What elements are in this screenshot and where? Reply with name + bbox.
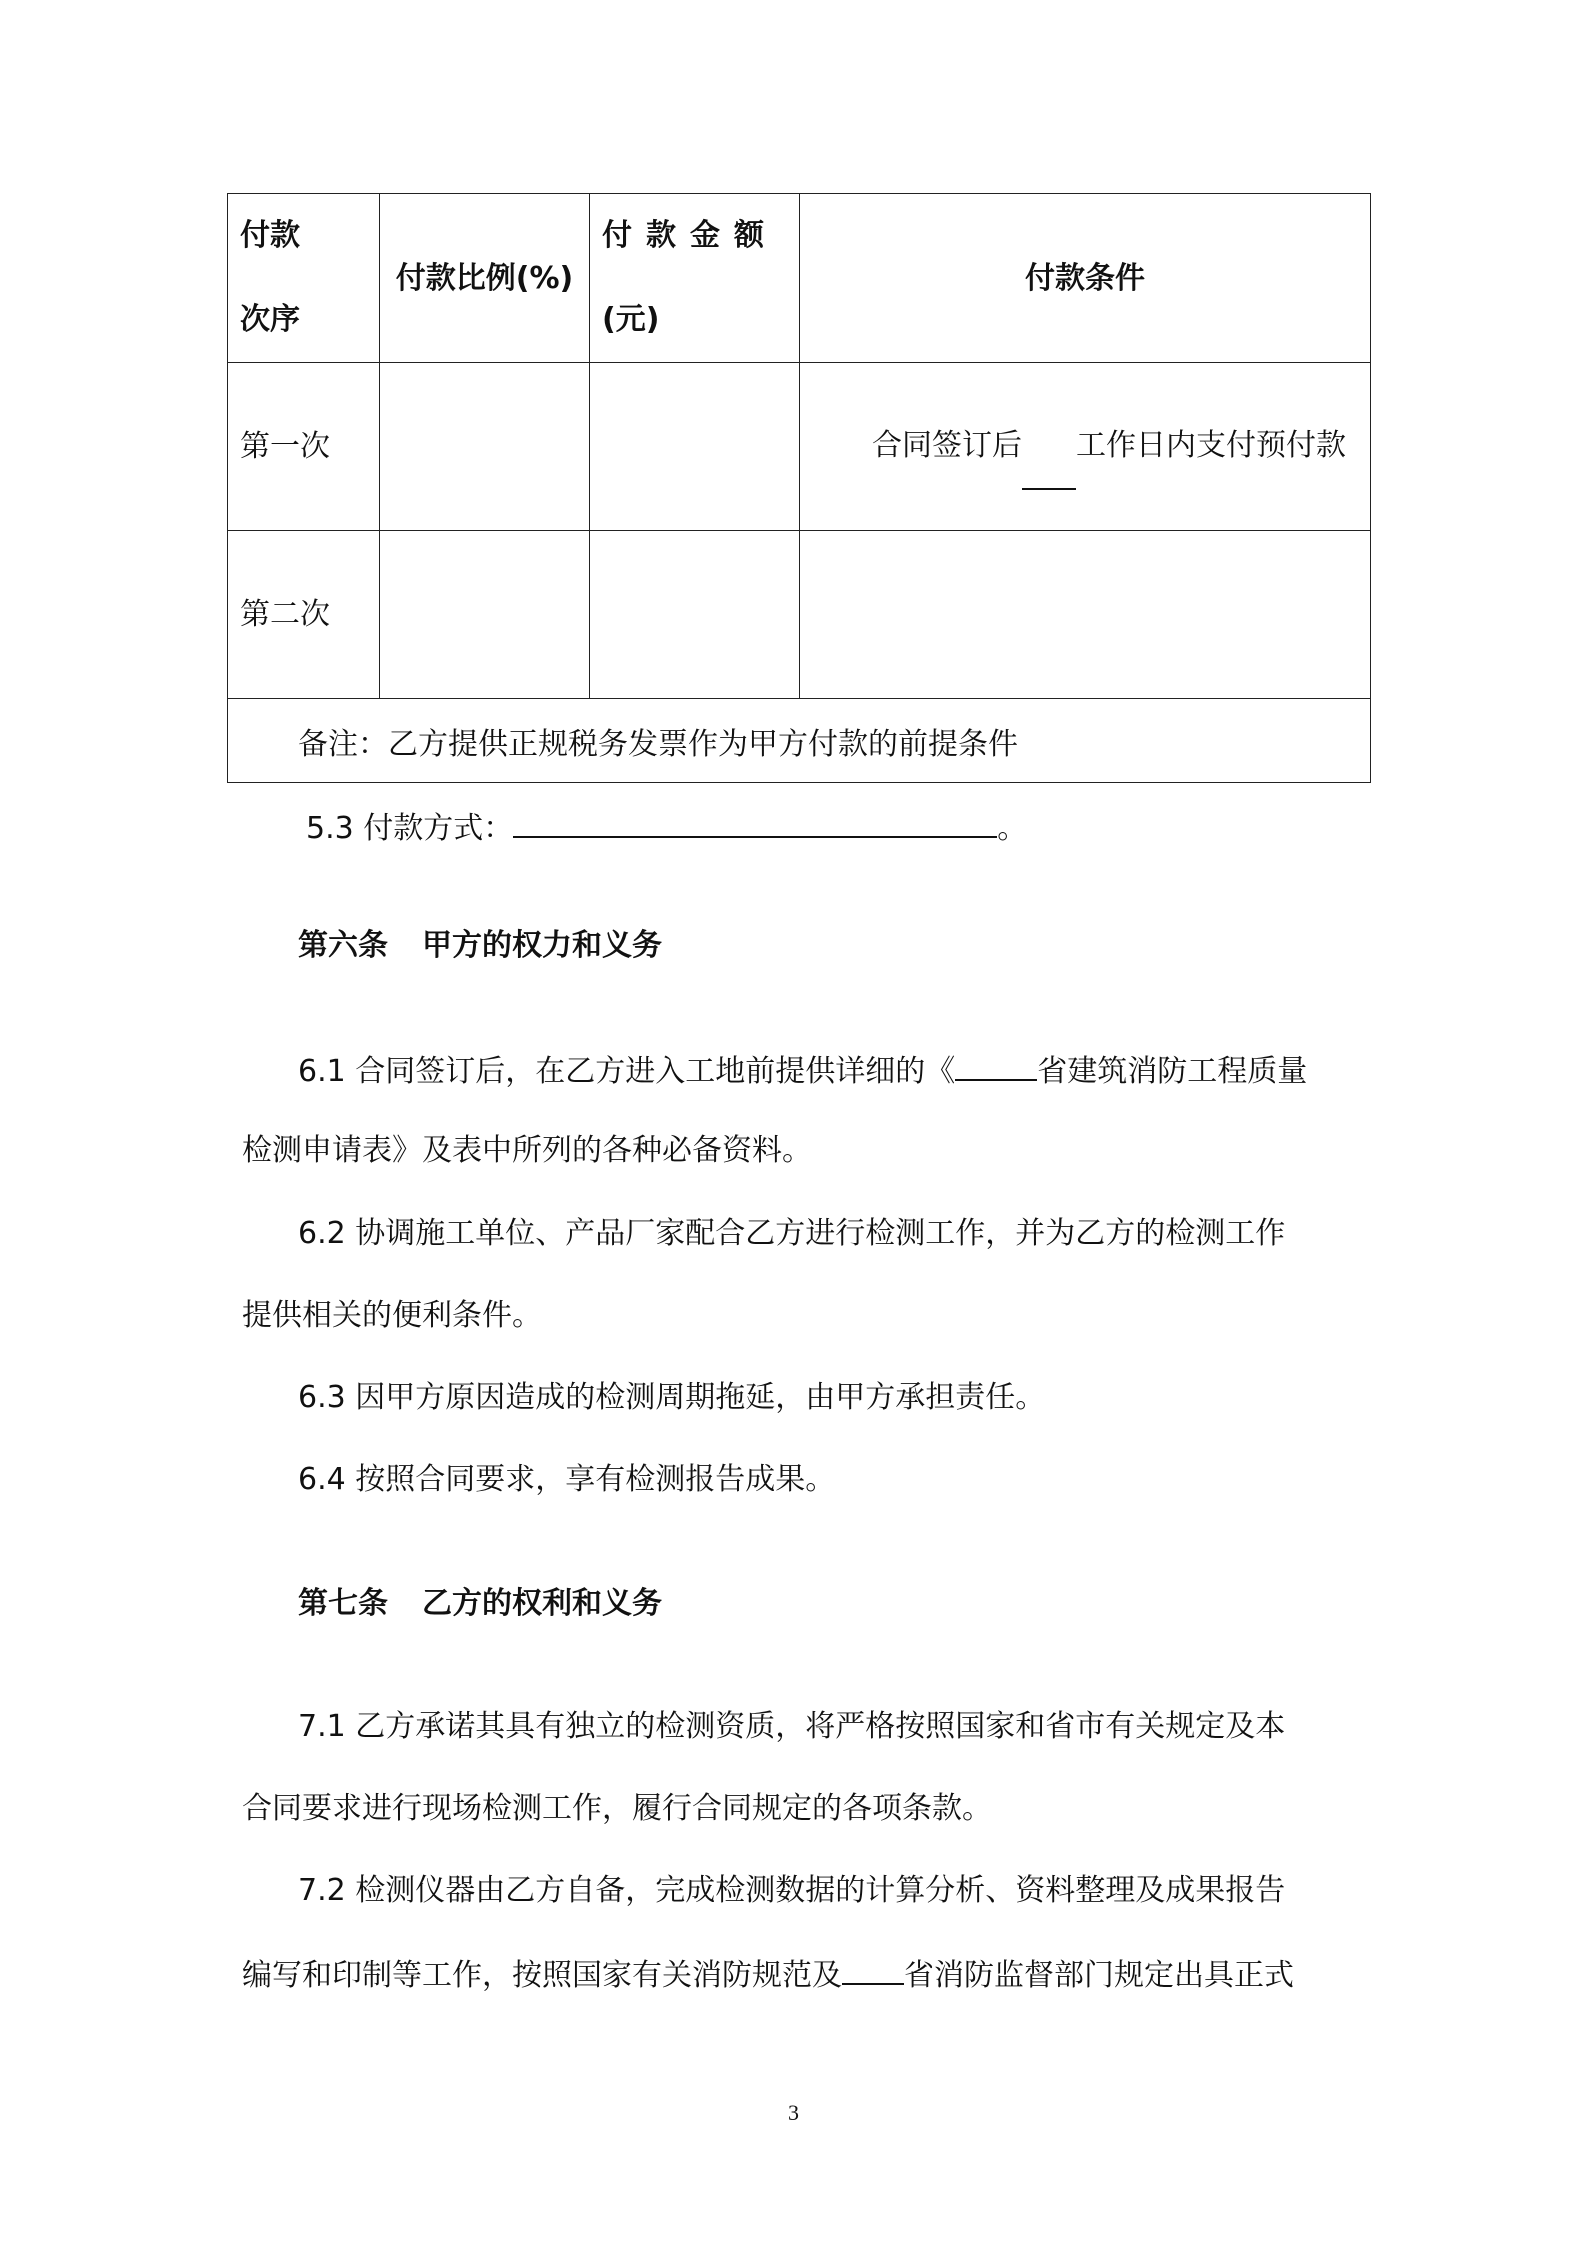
header-condition-label: 付款条件	[1025, 260, 1145, 296]
page-number: 3	[788, 2100, 799, 2125]
article6-p1-a: 6.1 合同签订后，在乙方进入工地前提供详细的《	[298, 1054, 956, 1089]
article6-title: 甲方的权力和义务	[422, 928, 662, 963]
article7-title: 乙方的权利和义务	[422, 1586, 662, 1621]
payment-method-line	[306, 806, 1027, 849]
payment-method-label: 5.3 付款方式：	[306, 811, 514, 846]
article6-p2-line2: 提供相关的便利条件。	[242, 1298, 542, 1333]
article6-p1-line2: 检测申请表》及表中所列的各种必备资料。	[242, 1133, 812, 1168]
article7-p2-a: 编写和印制等工作，按照国家有关消防规范及	[242, 1958, 842, 1993]
row1-condition-before: 合同签订后	[872, 427, 1022, 463]
row1-order: 第一次	[240, 428, 330, 464]
table-note: 备注：乙方提供正规税务发票作为甲方付款的前提条件	[298, 726, 1018, 762]
header-amount-line1: 付款金额	[602, 218, 778, 253]
payment-method-end: 。	[997, 811, 1028, 846]
header-payment-condition	[800, 194, 1371, 363]
row1-ratio	[380, 363, 590, 531]
article6-heading	[298, 926, 662, 966]
article6-p4: 6.4 按照合同要求，享有检测报告成果。	[298, 1462, 836, 1497]
article7-p2-line1: 7.2 检测仪器由乙方自备，完成检测数据的计算分析、资料整理及成果报告	[298, 1873, 1286, 1908]
row1-condition-after: 工作日内支付预付款	[1076, 427, 1346, 463]
table-row	[228, 363, 1371, 531]
header-payment-amount	[590, 194, 800, 363]
article6-p1-blank	[955, 1049, 1037, 1081]
article7-p2-blank	[842, 1953, 904, 1985]
row1-amount	[590, 363, 800, 531]
header-order-line1: 付款	[240, 218, 300, 253]
row2-condition	[800, 531, 1371, 699]
article6-p2-line1: 6.2 协调施工单位、产品厂家配合乙方进行检测工作，并为乙方的检测工作	[298, 1216, 1286, 1251]
row1-condition-blank	[1022, 404, 1076, 490]
header-ratio-label: 付款比例(%)	[395, 260, 574, 296]
table-header-row	[228, 194, 1371, 363]
row2-amount	[590, 531, 800, 699]
payment-method-blank	[513, 806, 997, 838]
article6-p1-line1	[298, 1049, 1307, 1092]
article7-number: 第七条	[298, 1586, 388, 1621]
row2-order: 第二次	[240, 596, 330, 632]
article6-number: 第六条	[298, 928, 388, 963]
article7-p2-b: 省消防监督部门规定出具正式	[904, 1958, 1294, 1993]
row1-condition	[800, 363, 1371, 531]
article7-p1-line1: 7.1 乙方承诺其具有独立的检测资质，将严格按照国家和省市有关规定及本	[298, 1709, 1286, 1744]
header-order-line2: 次序	[240, 302, 300, 337]
header-amount-line2: (元)	[602, 302, 660, 337]
table-row	[228, 531, 1371, 699]
header-payment-ratio	[380, 194, 590, 363]
table-note-row	[228, 699, 1371, 783]
row2-ratio	[380, 531, 590, 699]
payment-table	[227, 193, 1371, 783]
article6-p3: 6.3 因甲方原因造成的检测周期拖延，由甲方承担责任。	[298, 1380, 1046, 1415]
header-payment-order	[228, 194, 380, 363]
article7-heading	[298, 1584, 662, 1624]
article7-p2-line2	[242, 1953, 1294, 1996]
article6-p1-b: 省建筑消防工程质量	[1037, 1054, 1308, 1089]
article7-p1-line2: 合同要求进行现场检测工作，履行合同规定的各项条款。	[242, 1791, 992, 1826]
